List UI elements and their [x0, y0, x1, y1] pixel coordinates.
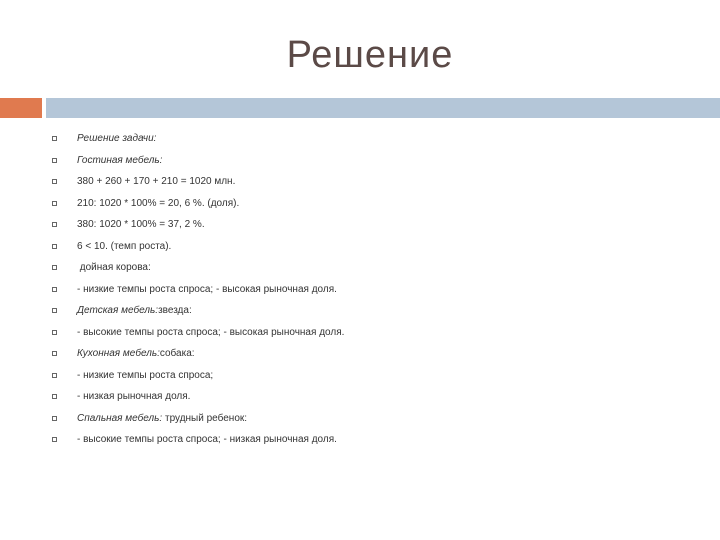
- bullet-text: собака:: [159, 348, 195, 360]
- bullet-text: - низкая рыночная доля.: [77, 391, 191, 403]
- bullet-item: [52, 279, 692, 301]
- bullet-text: 210: 1020 * 100% = 20, 6 %. (доля).: [77, 197, 240, 209]
- square-bullet-icon: [52, 394, 57, 399]
- square-bullet-icon: [52, 287, 57, 292]
- square-bullet-icon: [52, 244, 57, 249]
- square-bullet-icon: [52, 330, 57, 335]
- bullet-item: [52, 257, 692, 279]
- bullet-italic-text: Спальная мебель:: [77, 412, 163, 424]
- bullet-list: [52, 128, 692, 451]
- bullet-item: [52, 214, 692, 236]
- bullet-item: [52, 300, 692, 322]
- bullet-item: [52, 386, 692, 408]
- square-bullet-icon: [52, 201, 57, 206]
- bullet-item: [52, 365, 692, 387]
- bullet-item: [52, 322, 692, 344]
- bullet-text: дойная корова:: [77, 262, 151, 274]
- square-bullet-icon: [52, 373, 57, 378]
- bullet-italic-text: Кухонная мебель:: [77, 348, 160, 360]
- square-bullet-icon: [52, 222, 57, 227]
- bullet-text: - низкие темпы роста спроса;: [77, 369, 214, 381]
- bullet-item: [52, 128, 692, 150]
- bullet-italic-text: Гостиная мебель:: [77, 154, 163, 166]
- bullet-italic-text: Решение задачи:: [77, 133, 157, 145]
- bullet-text: - высокие темпы роста спроса; - высокая рыночная доля.: [77, 326, 345, 338]
- bullet-item: [52, 171, 692, 193]
- slide-title: Решение: [286, 34, 454, 76]
- bullet-italic-text: Детская мебель:: [77, 305, 159, 317]
- square-bullet-icon: [52, 179, 57, 184]
- bullet-item: [52, 150, 692, 172]
- bullet-text: - низкие темпы роста спроса; - высокая рыночная доля.: [77, 283, 337, 295]
- square-bullet-icon: [52, 136, 57, 141]
- square-bullet-icon: [52, 158, 57, 163]
- bullet-text: 380 + 260 + 170 + 210 = 1020 млн.: [77, 176, 236, 188]
- square-bullet-icon: [52, 351, 57, 356]
- bullet-item: [52, 193, 692, 215]
- accent-band: [0, 98, 42, 118]
- bullet-text: трудный ребенок:: [162, 412, 248, 424]
- bullet-item: [52, 429, 692, 451]
- title-underline-band: [46, 98, 720, 118]
- square-bullet-icon: [52, 437, 57, 442]
- bullet-item: [52, 343, 692, 365]
- square-bullet-icon: [52, 308, 57, 313]
- bullet-text: - высокие темпы роста спроса; - низкая рыночная доля.: [77, 434, 337, 446]
- bullet-item: [52, 236, 692, 258]
- bullet-text: 380: 1020 * 100% = 37, 2 %.: [77, 219, 205, 231]
- bullet-text: 6 < 10. (темп роста).: [77, 240, 172, 252]
- square-bullet-icon: [52, 416, 57, 421]
- square-bullet-icon: [52, 265, 57, 270]
- bullet-item: [52, 408, 692, 430]
- bullet-text: звезда:: [158, 305, 192, 317]
